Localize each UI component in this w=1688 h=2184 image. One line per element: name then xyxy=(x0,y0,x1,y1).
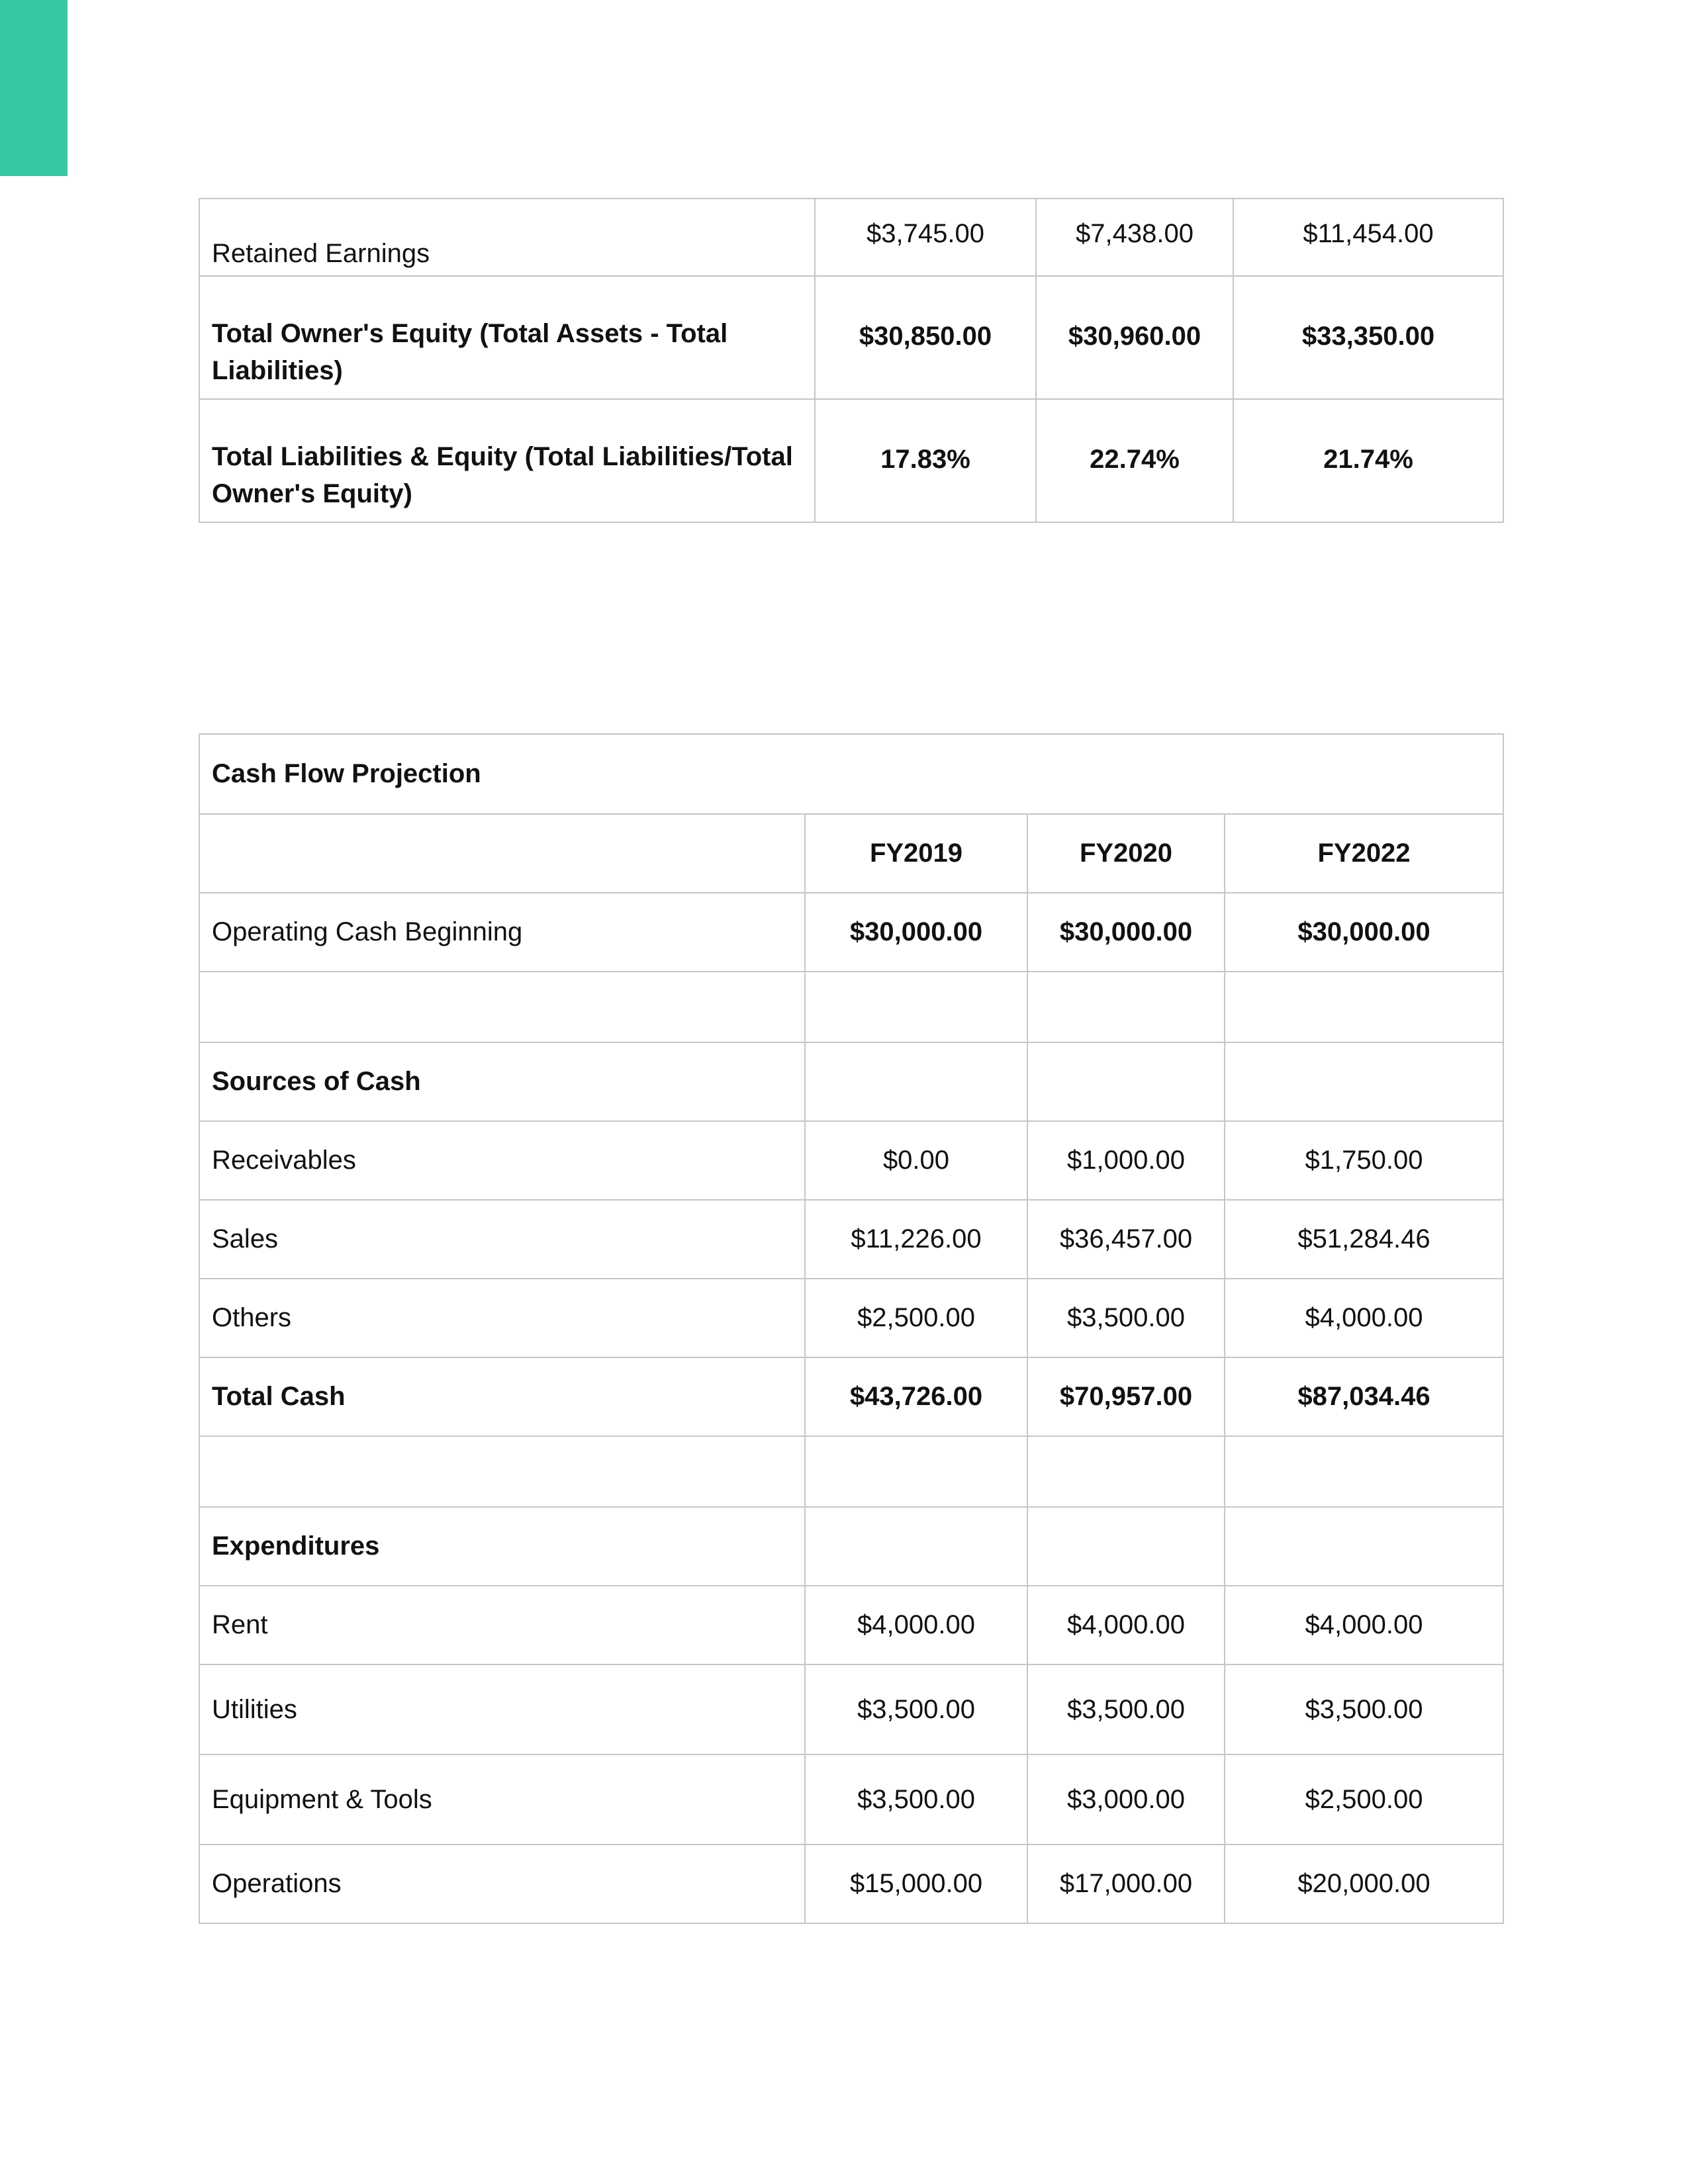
table-title: Cash Flow Projection xyxy=(199,734,1503,814)
row-label: Sales xyxy=(199,1200,805,1279)
value-cell: 22.74% xyxy=(1036,399,1233,522)
row-label: Utilities xyxy=(199,1664,805,1754)
value-cell: $4,000.00 xyxy=(1027,1586,1225,1664)
table-row xyxy=(199,1200,1503,1279)
value-cell xyxy=(1225,1042,1503,1121)
value-cell xyxy=(805,1507,1027,1586)
table-row xyxy=(199,1507,1503,1586)
value-cell: $3,500.00 xyxy=(805,1664,1027,1754)
value-cell: $30,000.00 xyxy=(805,893,1027,972)
table-row xyxy=(199,1042,1503,1121)
value-cell: $3,500.00 xyxy=(1027,1664,1225,1754)
value-cell: $4,000.00 xyxy=(1225,1279,1503,1357)
value-cell: $2,500.00 xyxy=(1225,1754,1503,1844)
table-row xyxy=(199,199,1503,276)
value-cell: $15,000.00 xyxy=(805,1844,1027,1923)
table-row xyxy=(199,1436,1503,1507)
row-label: Receivables xyxy=(199,1121,805,1200)
table-row xyxy=(199,1357,1503,1436)
value-cell: $7,438.00 xyxy=(1036,199,1233,276)
row-label xyxy=(199,972,805,1042)
value-cell: $87,034.46 xyxy=(1225,1357,1503,1436)
value-cell: $30,000.00 xyxy=(1225,893,1503,972)
table-row xyxy=(199,1754,1503,1844)
table-row xyxy=(199,399,1503,522)
value-cell xyxy=(1027,972,1225,1042)
value-cell xyxy=(805,1436,1027,1507)
value-cell: $11,454.00 xyxy=(1233,199,1503,276)
value-cell xyxy=(1225,1436,1503,1507)
value-cell: $1,000.00 xyxy=(1027,1121,1225,1200)
table-row xyxy=(199,893,1503,972)
value-cell: $11,226.00 xyxy=(805,1200,1027,1279)
value-cell: $51,284.46 xyxy=(1225,1200,1503,1279)
row-label: Total Owner's Equity (Total Assets - Total Liabilities) xyxy=(199,276,815,399)
value-cell: $3,500.00 xyxy=(1027,1279,1225,1357)
value-cell: $0.00 xyxy=(805,1121,1027,1200)
value-cell: $36,457.00 xyxy=(1027,1200,1225,1279)
table-row xyxy=(199,972,1503,1042)
value-cell: $70,957.00 xyxy=(1027,1357,1225,1436)
table-row xyxy=(199,276,1503,399)
column-header: FY2022 xyxy=(1225,814,1503,893)
column-header-row xyxy=(199,814,1503,893)
row-label: Total Cash xyxy=(199,1357,805,1436)
value-cell: $3,500.00 xyxy=(805,1754,1027,1844)
row-label: Operating Cash Beginning xyxy=(199,893,805,972)
value-cell: $3,745.00 xyxy=(815,199,1036,276)
value-cell: $30,000.00 xyxy=(1027,893,1225,972)
value-cell: $3,000.00 xyxy=(1027,1754,1225,1844)
value-cell: 21.74% xyxy=(1233,399,1503,522)
value-cell: $2,500.00 xyxy=(805,1279,1027,1357)
value-cell xyxy=(805,1042,1027,1121)
value-cell xyxy=(1225,972,1503,1042)
value-cell xyxy=(1027,1436,1225,1507)
value-cell: $4,000.00 xyxy=(1225,1586,1503,1664)
equity-table xyxy=(199,198,1504,523)
value-cell: $30,850.00 xyxy=(815,276,1036,399)
table-row xyxy=(199,1586,1503,1664)
accent-tab xyxy=(0,0,68,176)
value-cell xyxy=(1027,1507,1225,1586)
value-cell xyxy=(1027,1042,1225,1121)
value-cell xyxy=(805,972,1027,1042)
value-cell: $1,750.00 xyxy=(1225,1121,1503,1200)
row-label: Total Liabilities & Equity (Total Liabilities/Total Owner's Equity) xyxy=(199,399,815,522)
table-row xyxy=(199,1664,1503,1754)
value-cell: $4,000.00 xyxy=(805,1586,1027,1664)
table-row xyxy=(199,1121,1503,1200)
table-title-row xyxy=(199,734,1503,814)
cashflow-table xyxy=(199,733,1504,1924)
value-cell: $3,500.00 xyxy=(1225,1664,1503,1754)
table-row xyxy=(199,1844,1503,1923)
column-header: FY2020 xyxy=(1027,814,1225,893)
row-label: Sources of Cash xyxy=(199,1042,805,1121)
row-label: Rent xyxy=(199,1586,805,1664)
row-label: Others xyxy=(199,1279,805,1357)
value-cell: $33,350.00 xyxy=(1233,276,1503,399)
row-label: Equipment & Tools xyxy=(199,1754,805,1844)
value-cell: $43,726.00 xyxy=(805,1357,1027,1436)
row-label xyxy=(199,1436,805,1507)
value-cell: $30,960.00 xyxy=(1036,276,1233,399)
value-cell: 17.83% xyxy=(815,399,1036,522)
row-label: Operations xyxy=(199,1844,805,1923)
row-label: Retained Earnings xyxy=(199,199,815,276)
row-label: Expenditures xyxy=(199,1507,805,1586)
table-row xyxy=(199,1279,1503,1357)
value-cell: $17,000.00 xyxy=(1027,1844,1225,1923)
value-cell xyxy=(1225,1507,1503,1586)
column-header: FY2019 xyxy=(805,814,1027,893)
value-cell: $20,000.00 xyxy=(1225,1844,1503,1923)
header-empty-cell xyxy=(199,814,805,893)
